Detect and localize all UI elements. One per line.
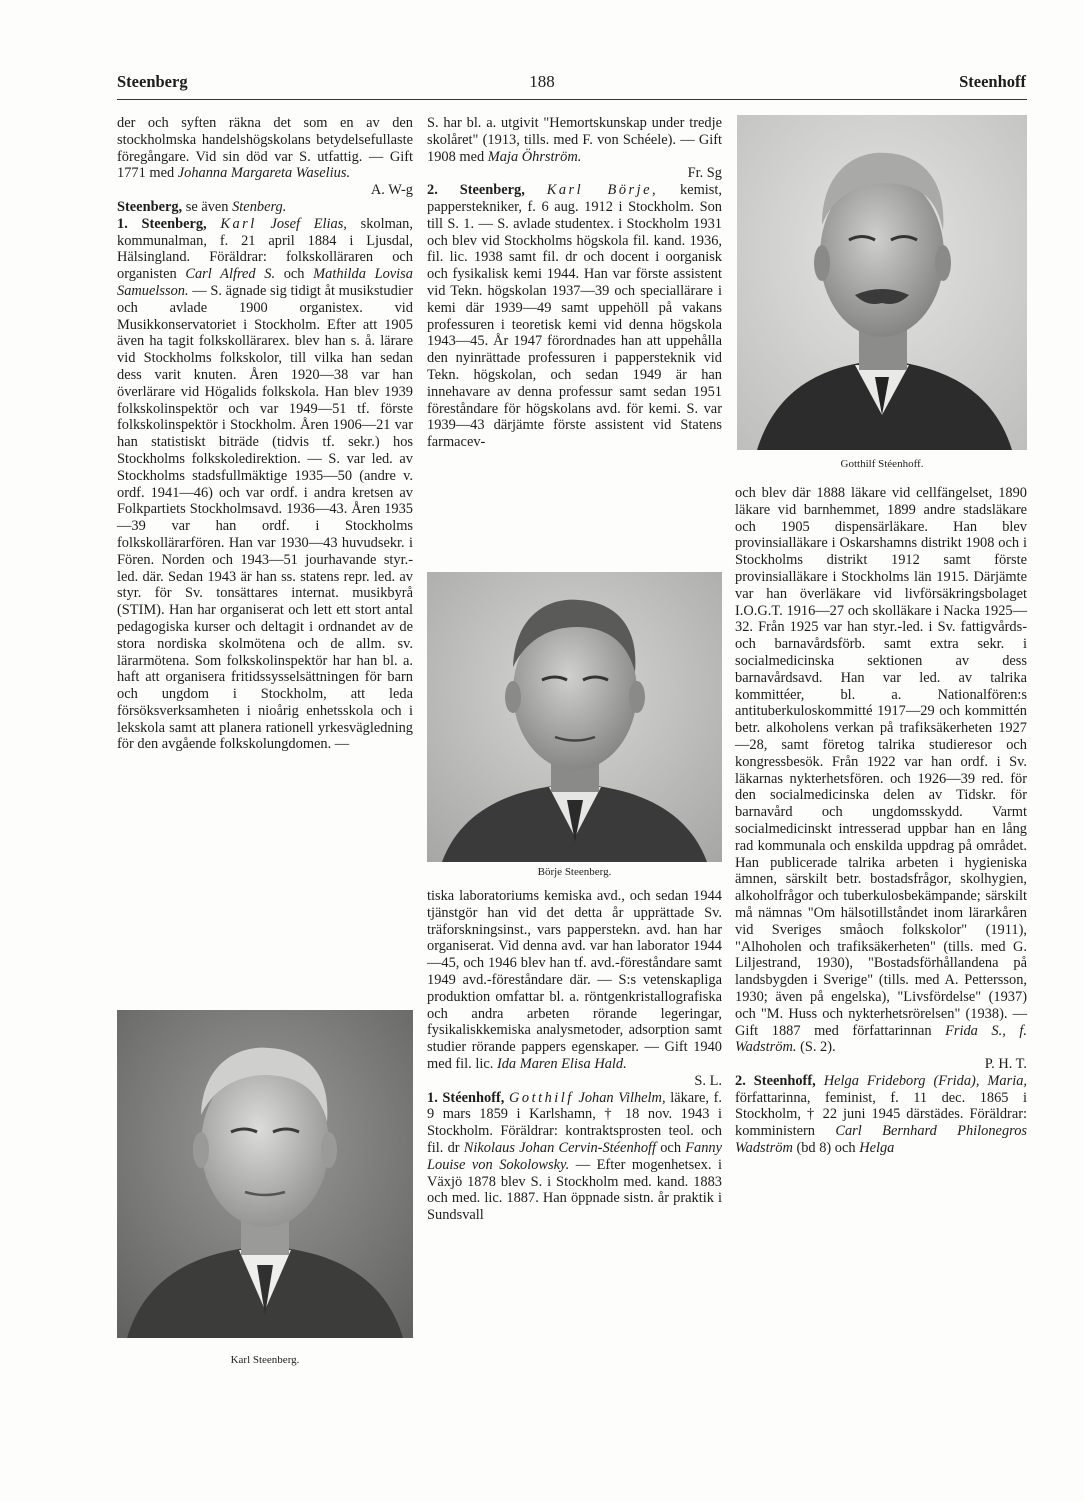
paragraph: S. har bl. a. utgivit "Hemortskunskap under tredje skolåret" (1913, tills. med F. von Schéele). — Gift 1908 med Maja Öhrström. — [427, 115, 722, 165]
signature: Fr. Sg — [687, 165, 722, 182]
entry-borje-steenberg: 2. Steenberg, Karl Börje, kemist, papperstekniker, f. 6 aug. 1912 i Stockholm. Son till S. 1. — S. avlade studentex. i Stockholm 1931 och blev vid Stockholms högskola fil. kand. 1936, fil. lic. 1938 samt fil. dr och docent i oorganisk och fysikalisk kemi 1944. Han var förste assistent vid Tekn. högskolan 1937—39 och speciallärare i kemi där 1939—49 samt uppehöll på vakans professuren i teoretisk kemi vid denna högskola 1943—45. År 1947 förordnades han att uppehålla den nyinrättade professuren i pappersteknik vid Tekn. högskolan, och sedan 1949 är han innehavare av denna professur samt sedan 1951 föreståndare för högskolans avd. för kemi. S. var 1939—43 därjämte förste assistent vid Statens farmacev- — [427, 182, 722, 451]
column-1 — [117, 115, 413, 753]
column-3 — [735, 485, 1027, 1157]
portrait-karl-steenberg — [117, 1010, 413, 1338]
page-number: 188 — [529, 72, 555, 91]
portrait-gotthilf-steenhoff — [737, 115, 1027, 450]
cross-reference: Steenberg, se även Stenberg. — [117, 198, 287, 215]
portrait-borje-steenberg — [427, 572, 722, 862]
caption-borje: Börje Steenberg. — [537, 866, 612, 878]
column-2-lower — [427, 888, 722, 1224]
running-head-right: Steenhoff — [959, 72, 1026, 91]
entry-frida-steenhoff: 2. Steenhoff, Helga Frideborg (Frida), Maria, författarinna, feminist, f. 11 dec. 1865 i Stockholm, † 22 juni 1945 därstädes. Föräldrar: komministern Carl Bernhard Philonegros Wadström (bd 8) och Helga — [735, 1072, 1028, 1157]
signature: P. H. T. — [984, 1056, 1027, 1073]
paragraph: der och syften räkna det som en av den stockholmska handelshögskolans betydelsefullaste föregångare. Vid sin död var S. utfattig. — Gift 1771 med Johanna Margareta Waselius. — [117, 115, 413, 182]
paragraph: tiska laboratoriums kemiska avd., och sedan 1944 tjänstgör han vid det detta år upprättade Sv. träforskningsinst., vars papperstekn. avd. han har organiserat. Vid denna avd. var han laborator 1944—45, och 1946 blev han tf. avd.-föreståndare samt 1949 avd.-föreståndare där. — S:s vetenskapliga produktion omfattar bl. a. röntgenkristallografiska och andra arbeten rörande legeringar, fysikaliskkemiska analysmetoder, adsorption samt studier rörande pappers egenskaper. — Gift 1940 med fil. lic. Ida Maren Elisa Hald. — [427, 888, 722, 1072]
signature: S. L. — [694, 1072, 722, 1089]
header-rule — [117, 99, 1027, 100]
paragraph: och blev där 1888 läkare vid cellfängelset, 1890 läkare vid barnhemmet, 1899 andre stadsläkare och 1905 dispensärläkare. Han blev provinsialläkare i Oskarshamns distrikt 1908 och i Stockholms distrikt 1912 samt förste provinsialläkare i Stockholms län 1915. Därjämte var han överläkare vid livförsäkringsbolaget I.O.G.T. 1916—27 och skolläkare i Nacka 1925—32. Från 1925 var han styr.-led. i Sv. fattigvårds- och barnavårdsförb. samt extra sekr. i socialmedicinska sektionen av dess barnavårdsavd. Han var led. av talrika kommittéer, bl. a. Nationalfören:s antituberkuloskommitté 1917—29 och kommittén betr. alkoholens verkan på trafiksäkerheten 1927—28, samt företog talrika studieresor och kongressbesök. Från 1922 var han ordf. i Sv. läkarnas nykterhetsfören. och 1926—39 red. för den socialmedicinska delen av Tidskr. för barnavård och ungdomsskydd. Varmt socialmedicinskt intresserad uppbar han en lång rad kommunala och enskilda uppdrag på området. Han publicerade talrika arbeten i hygieniska ämnen, särskilt betr. bostadsfrågor, skolhygien, alkoholfrågor och tuberkulosbekämpande; särskilt må nämnas "Om hälsotillståndet inom lärarkåren vid Sveriges småoch folkskolor" (1911), "Alhoholen och trafiksäkerheten" (tills. med G. Liljestrand, 1930), "Bostadsförhållandena på landsbygden i Sverige" (tills. med A. Pettersson, 1930; även på engelska), "Livsfördelse" (1937) och "M. Huss och nykterhetsrörelsen" (1938). — Gift 1887 med författarinnan Frida S., f. Wadström. (S. 2). — [735, 485, 1027, 1056]
running-head-left: Steenberg — [117, 72, 188, 91]
signature: A. W-g — [370, 182, 413, 199]
entry-karl-steenberg: 1. Steenberg, Karl Josef Elias, skolman, kommunalman, f. 21 april 1884 i Ljusdal, Hälsingland. Föräldrar: folkskolläraren och organisten Carl Alfred S. och Mathilda Lovisa Samuelsson. — S. ägnade sig tidigt åt musikstudier och avlade 1900 organistex. vid Musikkonservatoriet i Stockholm. Efter att 1905 även ha tagit folkskollärarex. blev han s. å. lärare vid Stockholms folkskolor, till vilka han sedan dess varit knuten. Åren 1920—38 var han överlärare vid Högalids folkskola. Han blev 1939 folkskolinspektör och var 1949—51 tf. förste folkskolinspektör i Stockholm. Åren 1906—21 var han statistiskt biträde (tidvis tf. sekr.) hos Stockholms folkskoledirektion. — S. var led. av Stockholms stadsfullmäktige 1935—50 (andre v. ordf. 1941—46) och var ordf. i andra kretsen av Folkpartiets Stockholmsavd. 1936—43. Åren 1935—39 var han ordf. i Stockholms folkskollärarfören. Han var 1930—43 huvudsekr. i Fören. Norden och 1943—51 jourhavande styr.-led. där. Sedan 1943 är han ss. statens repr. led. av styr. för Sv. tonsättares internat. musikbyrå (STIM). Han har organiserat och lett ett stort antal pedagogiska kurser och deltagit i ordnandet av de stora nordiska skolmötena och de allm. sv. lärarmötena. Som folkskolinspektör har han bl. a. haft att organisera fritidssysselsättningen för barn och ungdom i Stockholm, att leda försöksverksamheten i nioårig enhetsskola och i lekskola samt att planera rationell yrkesvägledning för den avgående folkskolungdomen. — — [117, 215, 413, 753]
caption-gotthilf: Gotthilf Stéenhoff. — [840, 458, 924, 470]
entry-gotthilf-steenhoff: 1. Stéenhoff, Gotthilf Johan Vilhelm, läkare, f. 9 mars 1859 i Karlshamn, † 18 nov. 1943 i Stockholm. Föräldrar: kontraktsprosten teol. och fil. dr Nikolaus Johan Cervin-Stéenhoff och Fanny Louise von Sokolowsky. — Efter mogenhetsex. i Växjö 1878 blev S. i Stockholm med. kand. 1883 och med. lic. 1887. Han öppnade sistn. år praktik i Sundsvall — [427, 1089, 722, 1224]
caption-karl: Karl Steenberg. — [230, 1354, 300, 1366]
column-2-upper — [427, 115, 722, 451]
